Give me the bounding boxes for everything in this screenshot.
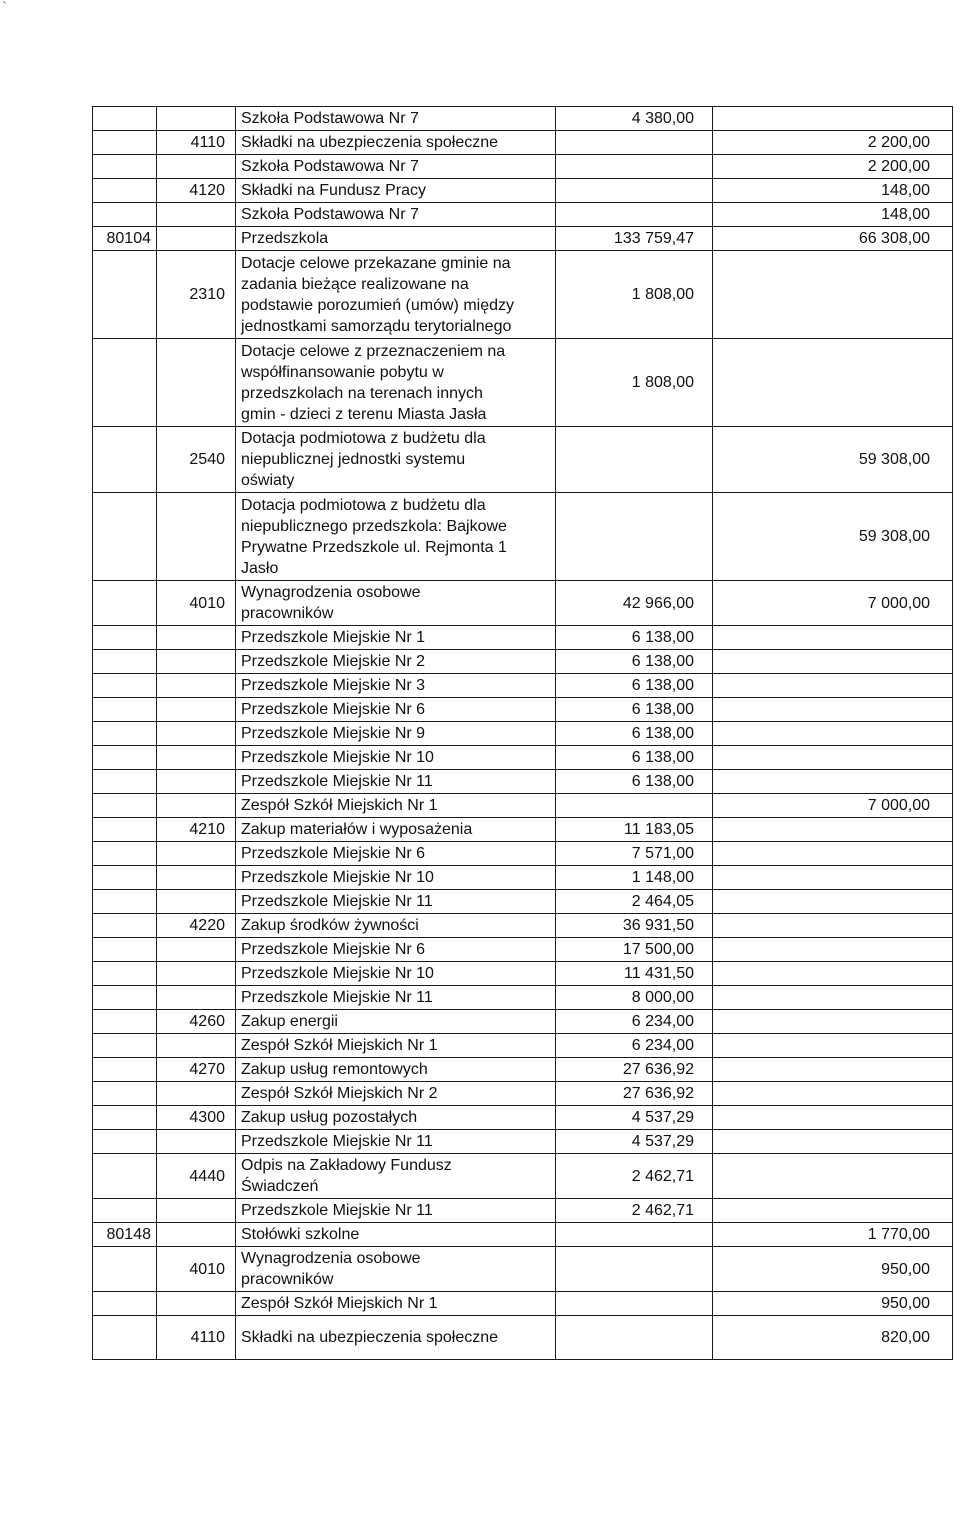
paragraf-cell: 4210 <box>157 818 236 842</box>
table-row <box>93 1223 953 1247</box>
amount-increase-cell: 6 234,00 <box>556 1010 713 1034</box>
paragraf-cell: 4220 <box>157 914 236 938</box>
amount-decrease-cell <box>713 626 953 650</box>
paragraf-cell <box>157 986 236 1010</box>
dzial-cell <box>93 251 157 339</box>
table-row <box>93 131 953 155</box>
table-row <box>93 1010 953 1034</box>
amount-decrease-cell <box>713 1058 953 1082</box>
amount-decrease-cell <box>713 1154 953 1199</box>
description-cell: Przedszkole Miejskie Nr 10 <box>236 962 556 986</box>
amount-decrease-cell: 59 308,00 <box>713 427 953 493</box>
description-cell: Składki na Fundusz Pracy <box>236 179 556 203</box>
table-row <box>93 1154 953 1199</box>
amount-increase-cell: 6 138,00 <box>556 722 713 746</box>
description-cell: Przedszkole Miejskie Nr 6 <box>236 842 556 866</box>
amount-decrease-cell <box>713 698 953 722</box>
table-row <box>93 722 953 746</box>
paragraf-cell <box>157 842 236 866</box>
amount-increase-cell <box>556 794 713 818</box>
dzial-cell <box>93 1316 157 1360</box>
amount-increase-cell: 11 431,50 <box>556 962 713 986</box>
amount-decrease-cell <box>713 251 953 339</box>
paragraf-cell: 4110 <box>157 1316 236 1360</box>
dzial-cell <box>93 698 157 722</box>
table-row <box>93 493 953 581</box>
amount-decrease-cell <box>713 1199 953 1223</box>
amount-increase-cell: 6 138,00 <box>556 626 713 650</box>
table-row <box>93 962 953 986</box>
dzial-cell <box>93 1058 157 1082</box>
table-row <box>93 1199 953 1223</box>
description-cell: Zakup materiałów i wyposażenia <box>236 818 556 842</box>
dzial-cell <box>93 581 157 626</box>
dzial-cell <box>93 1106 157 1130</box>
paragraf-cell: 4440 <box>157 1154 236 1199</box>
amount-decrease-cell: 59 308,00 <box>713 493 953 581</box>
amount-decrease-cell <box>713 938 953 962</box>
table-row <box>93 890 953 914</box>
table-row <box>93 1316 953 1360</box>
amount-increase-cell: 4 537,29 <box>556 1130 713 1154</box>
paragraf-cell <box>157 722 236 746</box>
table-row <box>93 938 953 962</box>
amount-increase-cell: 1 148,00 <box>556 866 713 890</box>
table-row <box>93 650 953 674</box>
table-row <box>93 698 953 722</box>
description-cell: Składki na ubezpieczenia społeczne <box>236 131 556 155</box>
paragraf-cell <box>157 938 236 962</box>
table-row <box>93 842 953 866</box>
dzial-cell <box>93 203 157 227</box>
amount-decrease-cell: 148,00 <box>713 179 953 203</box>
paragraf-cell <box>157 107 236 131</box>
paragraf-cell: 4270 <box>157 1058 236 1082</box>
dzial-cell <box>93 770 157 794</box>
amount-decrease-cell <box>713 986 953 1010</box>
dzial-cell: 80148 <box>93 1223 157 1247</box>
amount-increase-cell: 2 464,05 <box>556 890 713 914</box>
table-row <box>93 1292 953 1316</box>
dzial-cell <box>93 914 157 938</box>
description-cell: Szkoła Podstawowa Nr 7 <box>236 155 556 179</box>
description-cell: Przedszkole Miejskie Nr 10 <box>236 746 556 770</box>
dzial-cell <box>93 722 157 746</box>
paragraf-cell: 2310 <box>157 251 236 339</box>
paragraf-cell <box>157 339 236 427</box>
description-cell: Stołówki szkolne <box>236 1223 556 1247</box>
amount-decrease-cell <box>713 914 953 938</box>
amount-decrease-cell <box>713 674 953 698</box>
amount-decrease-cell: 7 000,00 <box>713 581 953 626</box>
description-cell: Przedszkole Miejskie Nr 11 <box>236 1130 556 1154</box>
amount-increase-cell <box>556 203 713 227</box>
dzial-cell <box>93 1082 157 1106</box>
amount-decrease-cell: 2 200,00 <box>713 131 953 155</box>
description-cell: Dotacje celowe przekazane gminie na zadania bieżące realizowane na podstawie porozumień (umów) między jednostkami samorządu terytorialnego <box>236 251 556 339</box>
amount-increase-cell: 27 636,92 <box>556 1082 713 1106</box>
paragraf-cell <box>157 155 236 179</box>
description-cell: Przedszkole Miejskie Nr 11 <box>236 890 556 914</box>
paragraf-cell <box>157 794 236 818</box>
amount-increase-cell: 8 000,00 <box>556 986 713 1010</box>
description-cell: Odpis na Zakładowy Fundusz Świadczeń <box>236 1154 556 1199</box>
dzial-cell <box>93 626 157 650</box>
paragraf-cell <box>157 493 236 581</box>
dzial-cell <box>93 674 157 698</box>
amount-increase-cell <box>556 179 713 203</box>
table-row <box>93 674 953 698</box>
amount-increase-cell <box>556 155 713 179</box>
description-cell: Przedszkole Miejskie Nr 11 <box>236 1199 556 1223</box>
paragraf-cell <box>157 650 236 674</box>
table-row <box>93 339 953 427</box>
amount-decrease-cell <box>713 962 953 986</box>
amount-increase-cell <box>556 427 713 493</box>
dzial-cell <box>93 1199 157 1223</box>
paragraf-cell: 4260 <box>157 1010 236 1034</box>
amount-decrease-cell: 66 308,00 <box>713 227 953 251</box>
paragraf-cell <box>157 203 236 227</box>
amount-decrease-cell: 1 770,00 <box>713 1223 953 1247</box>
table-row <box>93 1130 953 1154</box>
table-row <box>93 1034 953 1058</box>
dzial-cell <box>93 339 157 427</box>
table-row <box>93 179 953 203</box>
dzial-cell <box>93 866 157 890</box>
dzial-cell <box>93 818 157 842</box>
amount-increase-cell <box>556 1316 713 1360</box>
amount-decrease-cell <box>713 1010 953 1034</box>
description-cell: Dotacje celowe z przeznaczeniem na współfinansowanie pobytu w przedszkolach na terenach innych gmin - dzieci z terenu Miasta Jasła <box>236 339 556 427</box>
dzial-cell <box>93 493 157 581</box>
amount-decrease-cell <box>713 722 953 746</box>
paragraf-cell <box>157 227 236 251</box>
table-row <box>93 818 953 842</box>
description-cell: Przedszkole Miejskie Nr 1 <box>236 626 556 650</box>
paragraf-cell <box>157 1082 236 1106</box>
dzial-cell <box>93 1292 157 1316</box>
amount-increase-cell <box>556 1223 713 1247</box>
table-row <box>93 251 953 339</box>
description-cell: Wynagrodzenia osobowe pracowników <box>236 581 556 626</box>
amount-increase-cell: 27 636,92 <box>556 1058 713 1082</box>
description-cell: Zakup usług remontowych <box>236 1058 556 1082</box>
amount-decrease-cell <box>713 818 953 842</box>
amount-decrease-cell <box>713 890 953 914</box>
amount-increase-cell <box>556 131 713 155</box>
amount-decrease-cell <box>713 1106 953 1130</box>
amount-decrease-cell <box>713 339 953 427</box>
amount-increase-cell: 4 537,29 <box>556 1106 713 1130</box>
paragraf-cell: 4120 <box>157 179 236 203</box>
dzial-cell <box>93 842 157 866</box>
description-cell: Dotacja podmiotowa z budżetu dla niepublicznej jednostki systemu oświaty <box>236 427 556 493</box>
table-row <box>93 1058 953 1082</box>
amount-decrease-cell <box>713 842 953 866</box>
description-cell: Szkoła Podstawowa Nr 7 <box>236 107 556 131</box>
amount-increase-cell: 42 966,00 <box>556 581 713 626</box>
dzial-cell <box>93 746 157 770</box>
description-cell: Dotacja podmiotowa z budżetu dla niepublicznego przedszkola: Bajkowe Prywatne Przedszkole ul. Rejmonta 1 Jasło <box>236 493 556 581</box>
description-cell: Przedszkole Miejskie Nr 9 <box>236 722 556 746</box>
paragraf-cell <box>157 746 236 770</box>
budget-table <box>92 106 953 1360</box>
amount-decrease-cell: 148,00 <box>713 203 953 227</box>
table-row <box>93 427 953 493</box>
amount-increase-cell: 6 234,00 <box>556 1034 713 1058</box>
paragraf-cell <box>157 1223 236 1247</box>
amount-increase-cell <box>556 1292 713 1316</box>
amount-decrease-cell <box>713 746 953 770</box>
amount-increase-cell: 6 138,00 <box>556 650 713 674</box>
amount-decrease-cell <box>713 1130 953 1154</box>
paragraf-cell <box>157 770 236 794</box>
description-cell: Przedszkole Miejskie Nr 2 <box>236 650 556 674</box>
amount-increase-cell: 1 808,00 <box>556 251 713 339</box>
dzial-cell <box>93 1034 157 1058</box>
paragraf-cell <box>157 1034 236 1058</box>
description-cell: Zespół Szkół Miejskich Nr 1 <box>236 1034 556 1058</box>
paragraf-cell <box>157 866 236 890</box>
dzial-cell <box>93 1130 157 1154</box>
paragraf-cell: 4010 <box>157 581 236 626</box>
amount-decrease-cell <box>713 1082 953 1106</box>
amount-decrease-cell: 2 200,00 <box>713 155 953 179</box>
dzial-cell <box>93 1247 157 1292</box>
dzial-cell <box>93 107 157 131</box>
amount-increase-cell: 133 759,47 <box>556 227 713 251</box>
amount-increase-cell: 2 462,71 <box>556 1154 713 1199</box>
dzial-cell <box>93 179 157 203</box>
amount-increase-cell: 2 462,71 <box>556 1199 713 1223</box>
dzial-cell <box>93 650 157 674</box>
description-cell: Wynagrodzenia osobowe pracowników <box>236 1247 556 1292</box>
amount-decrease-cell <box>713 770 953 794</box>
amount-increase-cell: 17 500,00 <box>556 938 713 962</box>
paragraf-cell <box>157 626 236 650</box>
dzial-cell <box>93 1010 157 1034</box>
amount-decrease-cell <box>713 650 953 674</box>
table-row <box>93 914 953 938</box>
description-cell: Zespół Szkół Miejskich Nr 1 <box>236 794 556 818</box>
description-cell: Przedszkole Miejskie Nr 6 <box>236 938 556 962</box>
description-cell: Zespół Szkół Miejskich Nr 1 <box>236 1292 556 1316</box>
amount-increase-cell: 7 571,00 <box>556 842 713 866</box>
dzial-cell <box>93 1154 157 1199</box>
amount-increase-cell: 11 183,05 <box>556 818 713 842</box>
paragraf-cell <box>157 698 236 722</box>
table-row <box>93 770 953 794</box>
amount-decrease-cell: 820,00 <box>713 1316 953 1360</box>
amount-increase-cell: 1 808,00 <box>556 339 713 427</box>
paragraf-cell: 4110 <box>157 131 236 155</box>
dzial-cell <box>93 938 157 962</box>
amount-decrease-cell: 950,00 <box>713 1247 953 1292</box>
paragraf-cell: 4300 <box>157 1106 236 1130</box>
paragraf-cell <box>157 1130 236 1154</box>
table-row <box>93 227 953 251</box>
description-cell: Przedszkole Miejskie Nr 11 <box>236 770 556 794</box>
description-cell: Przedszkole Miejskie Nr 11 <box>236 986 556 1010</box>
paragraf-cell <box>157 1199 236 1223</box>
dzial-cell <box>93 131 157 155</box>
table-row <box>93 581 953 626</box>
table-row <box>93 866 953 890</box>
dzial-cell <box>93 155 157 179</box>
amount-increase-cell <box>556 1247 713 1292</box>
paragraf-cell <box>157 674 236 698</box>
amount-increase-cell: 6 138,00 <box>556 698 713 722</box>
table-row <box>93 1106 953 1130</box>
table-row <box>93 107 953 131</box>
paragraf-cell <box>157 962 236 986</box>
description-cell: Przedszkola <box>236 227 556 251</box>
description-cell: Zakup usług pozostałych <box>236 1106 556 1130</box>
dzial-cell: 80104 <box>93 227 157 251</box>
amount-increase-cell: 6 138,00 <box>556 770 713 794</box>
paragraf-cell <box>157 890 236 914</box>
table-row <box>93 1247 953 1292</box>
description-cell: Składki na ubezpieczenia społeczne <box>236 1316 556 1360</box>
amount-decrease-cell <box>713 1034 953 1058</box>
paragraf-cell <box>157 1292 236 1316</box>
description-cell: Zespół Szkół Miejskich Nr 2 <box>236 1082 556 1106</box>
amount-increase-cell: 6 138,00 <box>556 674 713 698</box>
paragraf-cell: 4010 <box>157 1247 236 1292</box>
scan-corner-mark: ` <box>2 0 8 14</box>
table-row <box>93 1082 953 1106</box>
dzial-cell <box>93 427 157 493</box>
dzial-cell <box>93 794 157 818</box>
dzial-cell <box>93 890 157 914</box>
amount-increase-cell: 4 380,00 <box>556 107 713 131</box>
amount-decrease-cell: 7 000,00 <box>713 794 953 818</box>
paragraf-cell: 2540 <box>157 427 236 493</box>
amount-decrease-cell <box>713 866 953 890</box>
amount-increase-cell: 36 931,50 <box>556 914 713 938</box>
description-cell: Przedszkole Miejskie Nr 6 <box>236 698 556 722</box>
table-row <box>93 155 953 179</box>
description-cell: Zakup środków żywności <box>236 914 556 938</box>
table-row <box>93 746 953 770</box>
amount-decrease-cell: 950,00 <box>713 1292 953 1316</box>
table-body <box>93 107 953 1360</box>
dzial-cell <box>93 962 157 986</box>
description-cell: Przedszkole Miejskie Nr 10 <box>236 866 556 890</box>
table-row <box>93 203 953 227</box>
description-cell: Przedszkole Miejskie Nr 3 <box>236 674 556 698</box>
description-cell: Zakup energii <box>236 1010 556 1034</box>
table-row <box>93 794 953 818</box>
amount-decrease-cell <box>713 107 953 131</box>
table-row <box>93 626 953 650</box>
amount-increase-cell: 6 138,00 <box>556 746 713 770</box>
amount-increase-cell <box>556 493 713 581</box>
dzial-cell <box>93 986 157 1010</box>
description-cell: Szkoła Podstawowa Nr 7 <box>236 203 556 227</box>
table-row <box>93 986 953 1010</box>
